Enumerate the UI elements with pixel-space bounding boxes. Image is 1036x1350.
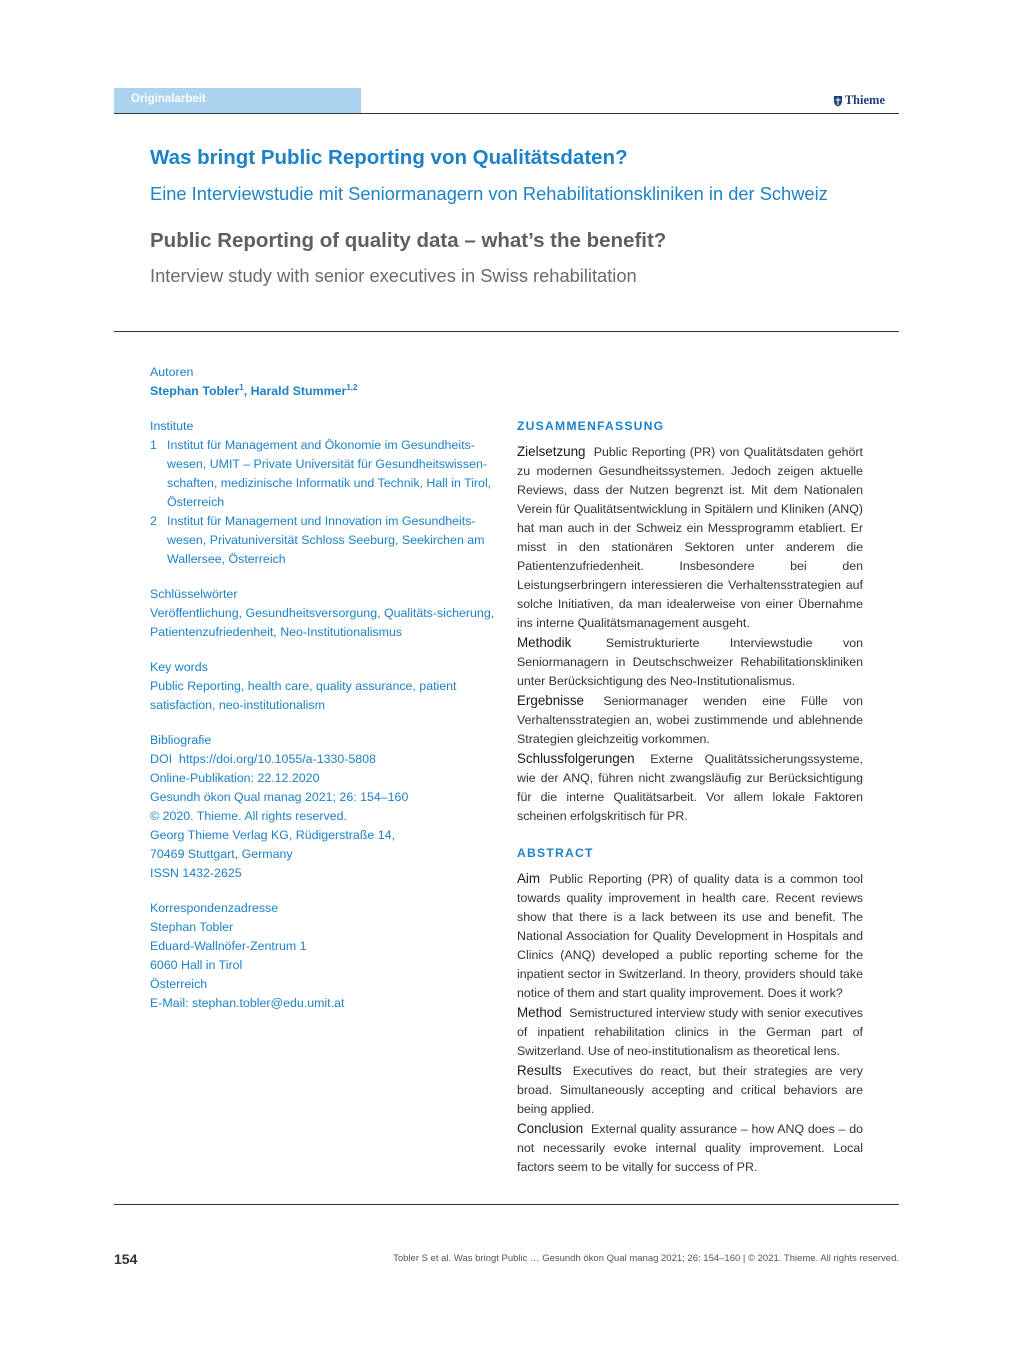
title-english: Public Reporting of quality data – what’s the benefit? <box>150 229 667 252</box>
conclusion-paragraph <box>517 1119 863 1177</box>
header-rule <box>114 113 899 114</box>
author-affiliation: 1 <box>239 382 244 392</box>
schluss-paragraph <box>517 749 863 826</box>
section-tab: Originalarbeit <box>114 88 361 113</box>
author-name: Harald Stummer <box>250 384 347 398</box>
methodik-paragraph <box>517 633 863 691</box>
keywords-en-block <box>150 658 500 715</box>
publisher-name: Thieme <box>844 93 885 107</box>
aim-label: Aim <box>517 871 541 886</box>
page-number: 154 <box>114 1251 138 1267</box>
correspondence-email[interactable]: E-Mail: stephan.tobler@edu.umit.at <box>150 996 345 1010</box>
subtitle-german: Eine Interviewstudie mit Seniormanagern von Rehabilitationskliniken in der Schweiz <box>150 183 828 204</box>
title-german: Was bringt Public Reporting von Qualitätsdaten? <box>150 146 628 169</box>
institute-number: 1 <box>150 438 157 452</box>
method-label: Method <box>517 1005 562 1020</box>
metadata-column <box>150 363 500 1029</box>
doi-link[interactable]: https://doi.org/10.1055/a-1330-5808 <box>178 752 376 766</box>
aim-text: Public Reporting (PR) of quality data is a common tool towards quality improvement in health care. Recent reviews show that there is a lack between its use and benefit. The National Association for Quality Development in Hospitals and Clinics (ANQ) developed a public reporting scheme for the inpatient sector in Switzerland. In theory, providers should take notice of them and start quality improvement. Does it work? <box>517 872 863 1000</box>
zusammenfassung-heading: ZUSAMMENFASSUNG <box>517 419 665 433</box>
schluss-text: Externe Qualitätssicherungssysteme, wie der ANQ, führen nicht zwangsläufig zur Berücksichtigung für die interne Qualitätsarbeit. Vor allem lokale Faktoren scheinen erfolgskritisch für PR. <box>517 752 863 823</box>
institute-item <box>150 512 500 569</box>
aim-paragraph <box>517 869 863 1003</box>
correspondence-city: 6060 Hall in Tirol <box>150 958 243 972</box>
author-affiliation: 1,2 <box>346 382 358 392</box>
methodik-text: Semistrukturierte Interviewstudie von Seniormanagern in Deutschschweizer Rehabilitationskliniken unter Berücksichtigung des Neo-Institutionalismus. <box>517 636 863 688</box>
results-text: Executives do react, but their strategies are very broad. Simultaneously accepting and critical behaviors are being applied. <box>517 1064 863 1116</box>
institute-text: Institut für Management und Innovation im Gesundheits-wesen, Privatuniversität Schloss Seeburg, Seekirchen am Wallersee, Österreich <box>167 514 485 566</box>
authors-block <box>150 363 500 401</box>
ergebnisse-paragraph <box>517 691 863 749</box>
zielsetzung-paragraph <box>517 442 863 633</box>
method-text: Semistructured interview study with senior executives of inpatient rehabilitation clinics in the German part of Switzerland. Use of neo-institutionalism as theoretical lens. <box>517 1006 863 1058</box>
doi-label: DOI <box>150 752 173 766</box>
method-paragraph <box>517 1003 863 1061</box>
institutes-block <box>150 417 500 569</box>
authors-heading: Autoren <box>150 365 194 379</box>
correspondence-name: Stephan Tobler <box>150 920 234 934</box>
results-paragraph <box>517 1061 863 1119</box>
bibliography-block <box>150 731 500 883</box>
methodik-label: Methodik <box>517 635 572 650</box>
thieme-shield-icon <box>833 95 843 107</box>
journal-citation: Gesundh ökon Qual manag 2021; 26: 154–160 <box>150 790 409 804</box>
author-name: Stephan Tobler <box>150 384 240 398</box>
abstract-heading: ABSTRACT <box>517 846 594 860</box>
correspondence-block <box>150 899 500 1013</box>
conclusion-label: Conclusion <box>517 1121 584 1136</box>
title-divider <box>114 331 899 332</box>
issn: ISSN 1432-2625 <box>150 866 242 880</box>
online-publication: Online-Publikation: 22.12.2020 <box>150 771 320 785</box>
publisher-address: 70469 Stuttgart, Germany <box>150 847 293 861</box>
publisher-logo <box>833 93 885 108</box>
footer-citation: Tobler S et al. Was bringt Public … Gesundh ökon Qual manag 2021; 26: 154–160 | © 2021. Thieme. All rights reserved. <box>393 1253 899 1264</box>
publisher-address: Georg Thieme Verlag KG, Rüdigerstraße 14, <box>150 828 395 842</box>
correspondence-street: Eduard-Wallnöfer-Zentrum 1 <box>150 939 307 953</box>
author-separator: , <box>243 384 251 398</box>
ergebnisse-text: Seniormanager wenden eine Fülle von Verhaltensstrategien an, wobei zustimmende und ablehnende Strategien gleichzeitig vorkommen. <box>517 694 863 746</box>
zielsetzung-text: Public Reporting (PR) von Qualitätsdaten gehört zu modernen Gesundheitssystemen. Jedoch zeigen aktuelle Reviews, dass der Nutzen begrenzt ist. Mit dem Nationalen Verein für Qualitätsentwicklung in Spitälern und Kliniken (ANQ) hat man auch in der Schweiz ein Messprogramm etabliert. Er misst in den stationären Sektoren unter anderem die Patientenzufriedenheit. Insbesondere bei den Leistungserbringern interessieren die Verhaltensstrategien auf solche Initiativen, da man idealerweise von einer Übernahme ins interne Qualitätsmanagement ausgeht. <box>517 445 863 630</box>
institute-text: Institut für Management and Ökonomie im Gesundheits-wesen, UMIT – Private Universität für Gesundheitswissen-schaften, medizinische Informatik und Technik, Hall in Tirol, Österreich <box>167 438 492 509</box>
keywords-en-heading: Key words <box>150 660 208 674</box>
doi-line <box>150 750 500 769</box>
keywords-de-text: Veröffentlichung, Gesundheitsversorgung, Qualitäts-sicherung, Patientenzufriedenheit, Neo-Institutionalismus <box>150 606 495 639</box>
subtitle-english: Interview study with senior executives in Swiss rehabilitation <box>150 265 637 286</box>
correspondence-country: Österreich <box>150 977 208 991</box>
authors-list <box>150 382 500 401</box>
schluss-label: Schlussfolgerungen <box>517 751 635 766</box>
institutes-heading: Institute <box>150 419 194 433</box>
abstract-column <box>517 417 863 1177</box>
institute-item <box>150 436 500 512</box>
ergebnisse-label: Ergebnisse <box>517 693 584 708</box>
copyright: © 2020. Thieme. All rights reserved. <box>150 809 347 823</box>
bibliography-heading: Bibliografie <box>150 733 212 747</box>
zielsetzung-label: Zielsetzung <box>517 444 586 459</box>
footer-divider <box>114 1204 899 1205</box>
correspondence-heading: Korrespondenzadresse <box>150 901 279 915</box>
keywords-de-block <box>150 585 500 642</box>
keywords-de-heading: Schlüsselwörter <box>150 587 238 601</box>
keywords-en-text: Public Reporting, health care, quality assurance, patient satisfaction, neo-institutionalism <box>150 679 457 712</box>
results-label: Results <box>517 1063 562 1078</box>
institute-number: 2 <box>150 514 157 528</box>
conclusion-text: External quality assurance – how ANQ does – do not necessarily evoke internal quality improvement. Local factors seem to be vitally for success of PR. <box>517 1122 863 1174</box>
